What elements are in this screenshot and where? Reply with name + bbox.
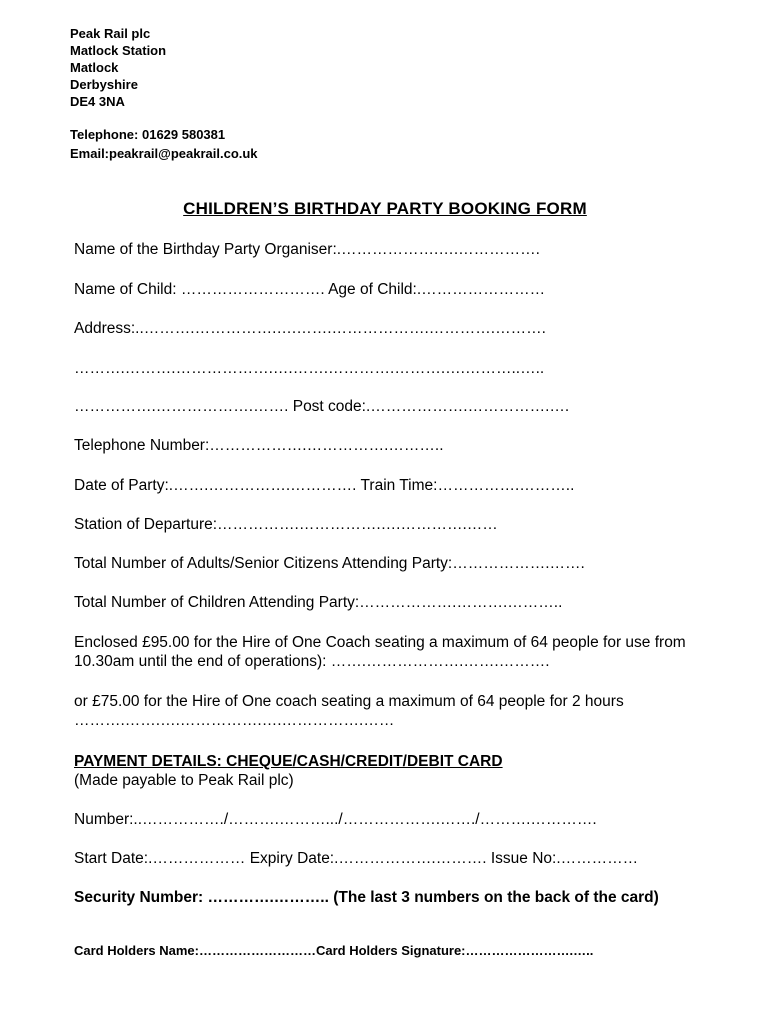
date-train-time-field[interactable]: Date of Party:.…….…………….…………. Train Time:…………….……….. (74, 477, 575, 494)
child-name-age-field[interactable]: Name of Child: ………………………. Age of Child:.…………………… (74, 281, 546, 298)
security-number-field[interactable]: Security Number: ………….……….. (The last 3 numbers on the back of the card) (74, 889, 659, 906)
address-line: Matlock Station (70, 43, 167, 58)
card-holder-field[interactable]: Card Holders Name:………………………Card Holders Signature:…………………….….. (74, 943, 594, 958)
payment-subheading: (Made payable to Peak Rail plc) (74, 772, 294, 789)
address-line: DE4 3NA (70, 94, 125, 109)
address-field-1[interactable]: Address:..……….…………….….…….……………….………….………. (74, 320, 546, 337)
telephone-field[interactable]: Telephone Number:……………….…………….……….. (74, 437, 444, 454)
children-count-field[interactable]: Total Number of Children Attending Party:……………….……….……….. (74, 594, 563, 611)
telephone-line: Telephone: 01629 580381 (70, 127, 226, 142)
address-line: Derbyshire (70, 77, 138, 92)
coach-hire-two-hours[interactable]: or £75.00 for the Hire of One coach seating a maximum of 64 people for 2 hours ……….…….….…………….….…………….…… (74, 693, 624, 729)
address-line: Matlock (70, 60, 119, 75)
contact-details (70, 125, 258, 163)
form-title: CHILDREN’S BIRTHDAY PARTY BOOKING FORM (183, 199, 587, 218)
adults-count-field[interactable]: Total Number of Adults/Senior Citizens Attending Party:……………….……. (74, 555, 585, 572)
address-postcode-field[interactable]: …………….……………….……. Post code:.……………….…………….…. (74, 398, 570, 415)
organiser-field[interactable]: Name of the Birthday Party Organiser:.……………….….……………. (74, 241, 540, 258)
organisation-address (70, 25, 166, 110)
payment-heading: PAYMENT DETAILS: CHEQUE/CASH/CREDIT/DEBIT CARD (74, 753, 503, 770)
address-line: Peak Rail plc (70, 26, 151, 41)
email-line: Email:peakrail@peakrail.co.uk (70, 146, 258, 161)
station-field[interactable]: Station of Departure:…………….…………….….………….…… (74, 516, 498, 533)
payment-heading-block (74, 752, 503, 790)
address-field-2[interactable]: ……….……….……………….….…….………….……….….………..….. (74, 360, 545, 377)
card-dates-field[interactable]: Start Date:.……………… Expiry Date:.……………….………. Issue No:.…………… (74, 850, 639, 867)
coach-hire-full-day[interactable]: Enclosed £95.00 for the Hire of One Coach seating a maximum of 64 people for use from 10.30am until the end of operations): …….……………….…….………. (74, 634, 686, 670)
card-number-field[interactable]: Number:..……………./……….……….../……………….……./……….…………. (74, 811, 597, 828)
